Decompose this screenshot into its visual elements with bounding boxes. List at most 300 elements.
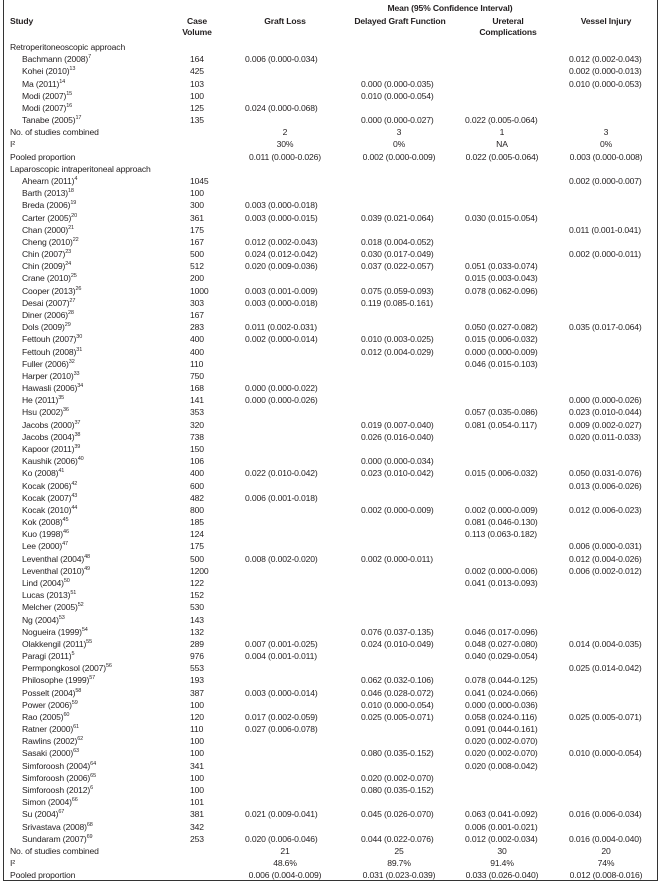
ureteral-complications-value: 0.006 (0.001-0.021)	[465, 821, 538, 832]
header-case-volume: Case Volume	[182, 16, 212, 37]
reference-number: 41	[58, 468, 65, 475]
delayed-graft-function-value: 0.002 (0.000-0.011)	[361, 553, 434, 564]
graft-loss-value: 0.000 (0.000-0.022)	[245, 383, 318, 393]
ureteral-complications-summary: 91.4%	[490, 858, 514, 869]
study-label: Ko (2008)	[22, 468, 59, 479]
case-volume: 482	[190, 492, 204, 503]
reference-number: 5	[71, 651, 75, 657]
case-volume: 141	[190, 395, 204, 406]
ureteral-complications-value: 0.012 (0.002-0.034)	[465, 833, 538, 844]
study-label: Kohei (2010)	[22, 66, 70, 77]
graft-loss-value: 0.024 (0.012-0.042)	[245, 249, 318, 260]
graft-loss-value: 0.002 (0.000-0.014)	[245, 334, 318, 345]
ureteral-complications-value: 0.015 (0.003-0.043)	[465, 273, 538, 284]
study-row	[0, 358, 663, 370]
study-name	[22, 638, 92, 650]
case-volume: 100	[190, 90, 204, 101]
study-row	[0, 102, 663, 114]
reference-number: 48	[84, 553, 90, 560]
delayed-graft-function-summary: 0.031 (0.023-0.039)	[362, 870, 436, 881]
study-row	[0, 565, 663, 577]
study-label: Sasaki (2000)	[22, 748, 74, 759]
graft-loss-value: 0.024 (0.000-0.068)	[245, 102, 318, 113]
delayed-graft-function-value: 0.012 (0.004-0.029)	[361, 346, 434, 357]
reference-number: 46	[63, 529, 69, 536]
study-label: Hsu (2002)	[22, 407, 64, 418]
case-volume: 110	[190, 724, 204, 735]
case-volume: 100	[190, 772, 204, 783]
delayed-graft-function-value: 0.023 (0.010-0.042)	[361, 468, 434, 479]
study-name	[22, 723, 79, 735]
vessel-injury-value: 0.025 (0.005-0.071)	[569, 711, 642, 722]
vessel-injury-value: 0.000 (0.000-0.026)	[569, 395, 642, 406]
vessel-injury-summary: 0.003 (0.000-0.008)	[569, 151, 643, 162]
case-volume: 1200	[190, 565, 209, 576]
vessel-injury-value: 0.013 (0.006-0.026)	[569, 480, 642, 491]
graft-loss-value: 0.006 (0.000-0.034)	[245, 54, 318, 65]
reference-number: 21	[68, 224, 74, 231]
header-study: Study	[10, 16, 34, 26]
study-row	[0, 78, 663, 90]
ureteral-complications-value: 0.063 (0.041-0.092)	[465, 809, 538, 820]
study-label: Kocak (2007)	[22, 492, 72, 503]
case-volume: 193	[190, 675, 204, 686]
study-label: Paragi (2011)	[22, 651, 72, 661]
study-row	[0, 638, 663, 650]
study-row	[0, 406, 663, 418]
ureteral-complications-summary: 1	[499, 127, 505, 138]
reference-number: 20	[71, 212, 77, 219]
reference-number: 40	[77, 456, 84, 463]
study-name	[22, 297, 75, 309]
case-volume: 425	[190, 66, 204, 77]
study-row	[0, 687, 663, 699]
delayed-graft-function-value: 0.025 (0.005-0.071)	[361, 711, 434, 722]
study-name	[22, 78, 65, 90]
study-name	[22, 784, 93, 796]
delayed-graft-function-value: 0.119 (0.085-0.161)	[361, 297, 434, 308]
reference-number: 33	[73, 370, 80, 377]
reference-number: 45	[62, 517, 69, 523]
reference-number: 63	[73, 748, 79, 755]
study-label: Simforoosh (2012)	[22, 785, 91, 795]
delayed-graft-function-value: 0.010 (0.003-0.025)	[361, 334, 434, 345]
ureteral-complications-value: 0.051 (0.033-0.074)	[465, 261, 538, 272]
study-label: Su (2004)	[22, 809, 59, 820]
vessel-injury-value: 0.050 (0.031-0.076)	[569, 468, 642, 479]
reference-number: 28	[67, 310, 74, 316]
ureteral-complications-value: 0.113 (0.063-0.182)	[465, 529, 538, 540]
study-row	[0, 833, 663, 845]
study-name	[22, 114, 81, 126]
vessel-injury-value: 0.002 (0.000-0.011)	[569, 249, 642, 260]
study-row	[0, 199, 663, 211]
graft-loss-summary: 48.6%	[273, 858, 297, 869]
case-volume: 122	[190, 577, 204, 588]
study-row	[0, 796, 663, 808]
vessel-injury-value: 0.002 (0.000-0.013)	[569, 66, 642, 77]
summary-label: No. of studies combined	[10, 127, 99, 138]
study-name	[22, 528, 69, 540]
graft-loss-summary: 2	[282, 127, 288, 138]
study-label: Modi (2007)	[22, 102, 67, 113]
delayed-graft-function-summary: 0%	[392, 139, 406, 150]
study-row	[0, 236, 663, 248]
study-name	[22, 187, 74, 199]
vessel-injury-value: 0.025 (0.014-0.042)	[569, 663, 642, 674]
study-label: Leventhal (2004)	[22, 553, 85, 564]
ureteral-complications-summary: 0.022 (0.005-0.064)	[465, 151, 539, 162]
study-label: Chin (2007)	[22, 249, 66, 260]
study-name	[22, 492, 77, 504]
delayed-graft-function-value: 0.062 (0.032-0.106)	[361, 675, 434, 686]
ureteral-complications-value: 0.046 (0.017-0.096)	[465, 626, 538, 637]
study-row	[0, 224, 663, 236]
reference-number: 26	[75, 285, 82, 292]
vessel-injury-value: 0.010 (0.000-0.054)	[569, 748, 642, 759]
header-group-ci: Mean (95% Confidence Interval)	[387, 3, 513, 13]
study-label: Philosophe (1999)	[22, 675, 90, 686]
study-name	[22, 346, 82, 358]
case-volume: 253	[190, 833, 204, 844]
study-row	[0, 65, 663, 77]
study-name	[22, 443, 80, 455]
delayed-graft-function-value: 0.000 (0.000-0.027)	[361, 115, 434, 126]
graft-loss-summary: 30%	[276, 139, 294, 150]
graft-loss-summary: 0.006 (0.004-0.009)	[248, 870, 322, 881]
study-name	[22, 212, 77, 224]
study-label: Bachmann (2008)	[22, 54, 89, 65]
study-label: Simon (2004)	[22, 797, 72, 808]
case-volume: 143	[190, 614, 204, 625]
vessel-injury-value: 0.012 (0.006-0.023)	[569, 504, 642, 515]
study-name	[22, 382, 83, 394]
case-volume: 530	[190, 602, 204, 613]
study-row	[0, 626, 663, 638]
graft-loss-value: 0.027 (0.006-0.078)	[245, 724, 318, 735]
summary-row	[0, 845, 663, 857]
study-label: Cooper (2013)	[22, 285, 76, 296]
study-label: Kuo (1998)	[22, 529, 64, 540]
reference-number: 59	[71, 699, 78, 706]
ureteral-complications-value: 0.020 (0.002-0.070)	[465, 736, 538, 747]
reference-number: 42	[71, 480, 78, 487]
delayed-graft-function-value: 0.046 (0.028-0.072)	[361, 687, 434, 698]
study-name	[22, 626, 88, 638]
study-row	[0, 309, 663, 321]
study-name	[22, 370, 79, 382]
study-label: Modi (2007)	[22, 90, 67, 101]
graft-loss-value: 0.020 (0.009-0.036)	[245, 261, 318, 272]
study-name	[22, 747, 79, 759]
reference-number: 27	[69, 297, 76, 304]
study-row	[0, 735, 663, 747]
case-volume: 800	[190, 504, 204, 515]
study-label: Breda (2006)	[22, 200, 71, 211]
reference-number: 23	[65, 249, 72, 256]
reference-number: 38	[74, 431, 81, 438]
reference-number: 19	[70, 200, 77, 207]
study-name	[22, 772, 96, 784]
header-ureteral-complications: Ureteral Complications	[479, 16, 537, 37]
study-row	[0, 272, 663, 284]
vessel-injury-value: 0.009 (0.002-0.027)	[569, 419, 642, 430]
study-row	[0, 260, 663, 272]
graft-loss-value: 0.003 (0.000-0.018)	[245, 200, 318, 211]
reference-number: 32	[68, 358, 75, 365]
reference-number: 18	[67, 188, 74, 195]
header-graft-loss: Graft Loss	[264, 16, 306, 26]
study-row	[0, 455, 663, 467]
study-row	[0, 553, 663, 565]
study-row	[0, 492, 663, 504]
study-label: Srivastava (2008)	[22, 821, 87, 832]
study-name	[22, 175, 77, 187]
study-row	[0, 321, 663, 333]
delayed-graft-function-value: 0.010 (0.000-0.054)	[361, 90, 434, 101]
study-label: Melcher (2005)	[22, 602, 78, 613]
case-volume: 387	[190, 687, 204, 698]
study-row	[0, 90, 663, 102]
study-name	[22, 601, 84, 613]
study-row	[0, 723, 663, 735]
reference-number: 64	[90, 760, 96, 767]
case-volume: 100	[190, 736, 204, 747]
reference-number: 69	[86, 833, 93, 840]
study-label: Diner (2006)	[22, 310, 68, 320]
graft-loss-value: 0.006 (0.001-0.018)	[245, 492, 318, 503]
case-volume: 125	[190, 102, 204, 113]
study-row	[0, 212, 663, 224]
graft-loss-value: 0.000 (0.000-0.026)	[245, 395, 318, 406]
delayed-graft-function-value: 0.020 (0.002-0.070)	[361, 772, 434, 783]
ureteral-complications-value: 0.046 (0.015-0.103)	[465, 358, 538, 369]
delayed-graft-function-value: 0.002 (0.000-0.009)	[361, 504, 434, 515]
section-title: Retroperitoneoscopic approach	[10, 42, 126, 52]
reference-number: 54	[81, 626, 88, 633]
ureteral-complications-value: 0.081 (0.054-0.117)	[465, 419, 538, 430]
ureteral-complications-summary: NA	[496, 139, 508, 150]
summary-row	[0, 151, 663, 163]
study-name	[22, 248, 71, 260]
delayed-graft-function-value: 0.010 (0.000-0.054)	[361, 699, 434, 710]
delayed-graft-function-value: 0.044 (0.022-0.076)	[361, 833, 434, 844]
study-row	[0, 382, 663, 394]
delayed-graft-function-value: 0.045 (0.026-0.070)	[361, 809, 434, 820]
reference-number: 57	[89, 675, 96, 682]
study-name	[22, 321, 71, 333]
study-name	[22, 699, 78, 711]
study-row	[0, 480, 663, 492]
ureteral-complications-summary: 0.033 (0.026-0.040)	[465, 870, 539, 881]
study-row	[0, 540, 663, 552]
case-volume: 100	[190, 699, 204, 710]
reference-number: 35	[58, 395, 65, 402]
study-label: Nogueira (1999)	[22, 626, 82, 637]
reference-number: 47	[62, 541, 68, 548]
reference-number: 31	[76, 346, 83, 353]
study-name	[22, 65, 75, 77]
study-row	[0, 285, 663, 297]
case-volume: 167	[190, 236, 204, 247]
case-volume: 124	[190, 529, 204, 540]
case-volume: 168	[190, 383, 204, 393]
study-row	[0, 614, 663, 626]
vessel-injury-summary: 3	[603, 127, 609, 138]
ureteral-complications-value: 0.040 (0.029-0.054)	[465, 651, 538, 661]
vessel-injury-summary: 20	[601, 845, 611, 856]
graft-loss-value: 0.003 (0.001-0.009)	[245, 285, 318, 296]
reference-number: 56	[105, 663, 112, 670]
study-row	[0, 114, 663, 126]
reference-number: 36	[63, 407, 69, 414]
study-row	[0, 419, 663, 431]
study-label: Fuller (2006)	[22, 358, 69, 369]
study-label: Rao (2005)	[22, 711, 64, 722]
case-volume: 1045	[190, 176, 209, 186]
study-label: Kocak (2010)	[22, 504, 72, 515]
study-row	[0, 699, 663, 711]
summary-row	[0, 869, 663, 881]
vessel-injury-value: 0.012 (0.004-0.026)	[569, 553, 642, 564]
study-label: Fettouh (2007)	[22, 334, 77, 345]
case-volume: 100	[190, 748, 204, 759]
study-label: Jacobs (2000)	[22, 419, 75, 430]
case-volume: 320	[190, 419, 204, 430]
study-name	[22, 565, 90, 577]
study-row	[0, 187, 663, 199]
study-row	[0, 504, 663, 516]
reference-number: 29	[64, 322, 71, 329]
graft-loss-value: 0.004 (0.001-0.011)	[245, 651, 318, 661]
study-label: Carter (2005)	[22, 212, 72, 223]
study-row	[0, 297, 663, 309]
reference-number: 24	[65, 261, 72, 268]
case-volume: 976	[190, 651, 204, 661]
study-name	[22, 504, 77, 516]
case-volume: 500	[190, 553, 204, 564]
case-volume: 135	[190, 115, 204, 126]
study-row	[0, 784, 663, 796]
study-name	[22, 260, 71, 272]
vessel-injury-value: 0.011 (0.001-0.041)	[569, 224, 642, 235]
case-volume: 300	[190, 200, 204, 211]
study-name	[22, 614, 65, 626]
case-volume: 200	[190, 273, 204, 284]
case-volume: 750	[190, 370, 204, 381]
study-row	[0, 760, 663, 772]
ureteral-complications-value: 0.002 (0.000-0.009)	[465, 504, 538, 515]
case-volume: 283	[190, 322, 204, 333]
summary-label: I²	[10, 858, 15, 869]
reference-number: 60	[63, 711, 70, 718]
summary-row	[0, 138, 663, 150]
case-volume: 150	[190, 443, 204, 454]
study-row	[0, 467, 663, 479]
summary-label: Pooled proportion	[10, 151, 76, 162]
reference-number: 30	[76, 334, 83, 341]
delayed-graft-function-value: 0.037 (0.022-0.057)	[361, 261, 434, 272]
study-row	[0, 674, 663, 686]
case-volume: 600	[190, 480, 204, 491]
study-row	[0, 711, 663, 723]
study-label: Fettouh (2008)	[22, 346, 77, 357]
reference-number: 44	[71, 504, 78, 511]
study-label: Kok (2008)	[22, 517, 63, 527]
study-name	[22, 553, 90, 565]
case-volume: 103	[190, 78, 204, 89]
ureteral-complications-value: 0.015 (0.006-0.032)	[465, 468, 538, 479]
case-volume: 106	[190, 456, 204, 467]
reference-number: 65	[90, 772, 96, 779]
delayed-graft-function-summary: 3	[396, 127, 402, 138]
study-label: Desai (2007)	[22, 297, 70, 308]
case-volume: 400	[190, 334, 204, 345]
case-volume: 120	[190, 711, 204, 722]
graft-loss-value: 0.003 (0.000-0.015)	[245, 212, 318, 223]
section-title: Laparoscopic intraperitoneal approach	[10, 163, 151, 174]
study-label: Posselt (2004)	[22, 687, 76, 698]
delayed-graft-function-value: 0.076 (0.037-0.135)	[361, 626, 434, 637]
section-title-row	[0, 163, 663, 175]
reference-number: 25	[70, 273, 77, 280]
study-name	[22, 431, 80, 443]
ureteral-complications-value: 0.078 (0.062-0.096)	[465, 285, 538, 296]
case-volume: 100	[190, 188, 204, 199]
case-volume: 101	[190, 797, 204, 808]
study-label: Simforoosh (2006)	[22, 772, 91, 783]
study-label: Sundaram (2007)	[22, 833, 87, 844]
study-name	[22, 467, 64, 479]
study-label: Lee (2000)	[22, 541, 63, 552]
summary-label: I²	[10, 139, 15, 150]
delayed-graft-function-value: 0.026 (0.016-0.040)	[361, 431, 434, 442]
vessel-injury-value: 0.035 (0.017-0.064)	[569, 322, 642, 333]
case-volume: 303	[190, 297, 204, 308]
study-row	[0, 808, 663, 820]
study-name	[22, 760, 96, 772]
graft-loss-summary: 0.011 (0.000-0.026)	[248, 151, 321, 162]
reference-number: 17	[75, 115, 82, 122]
case-volume: 100	[190, 785, 204, 795]
graft-loss-value: 0.008 (0.002-0.020)	[245, 553, 318, 564]
reference-number: 49	[84, 565, 90, 572]
study-row	[0, 589, 663, 601]
study-row	[0, 601, 663, 613]
study-row	[0, 528, 663, 540]
study-name	[22, 199, 76, 211]
study-name	[22, 821, 93, 833]
header-vessel-injury: Vessel Injury	[580, 16, 632, 26]
study-label: Tanabe (2005)	[22, 115, 76, 126]
study-row	[0, 650, 663, 662]
ureteral-complications-value: 0.041 (0.013-0.093)	[465, 577, 538, 588]
study-name	[22, 455, 84, 467]
vessel-injury-value: 0.023 (0.010-0.044)	[569, 407, 642, 418]
study-name	[22, 674, 95, 686]
reference-number: 53	[58, 614, 65, 621]
reference-number: 50	[63, 577, 70, 584]
reference-number: 34	[77, 383, 84, 389]
delayed-graft-function-summary: 89.7%	[387, 858, 411, 869]
study-label: Leventhal (2010)	[22, 565, 85, 576]
study-label: Cheng (2010)	[22, 236, 73, 247]
study-name	[22, 662, 112, 674]
ureteral-complications-value: 0.058 (0.024-0.116)	[465, 711, 538, 722]
reference-number: 15	[66, 90, 73, 97]
vessel-injury-summary: 74%	[597, 858, 615, 869]
ureteral-complications-summary: 30	[497, 845, 507, 856]
